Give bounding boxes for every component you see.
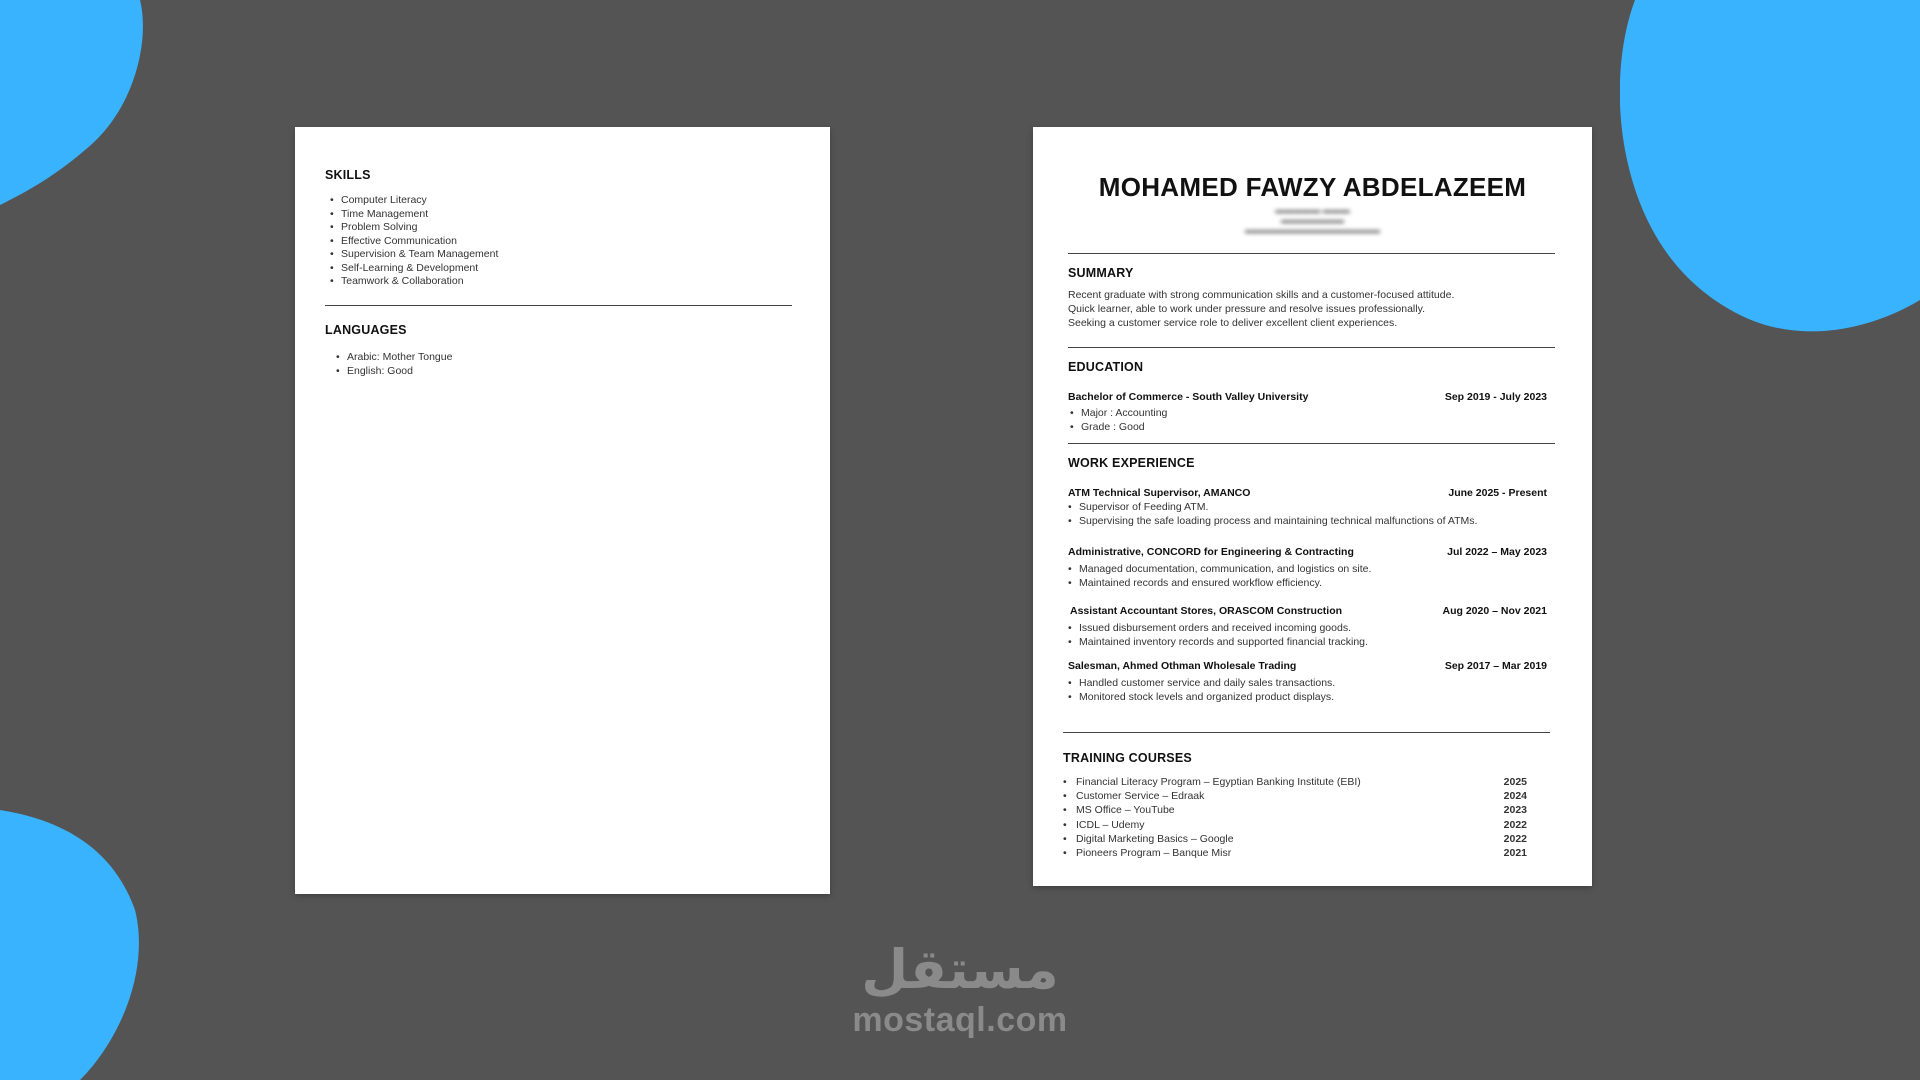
course-name: Digital Marketing Basics – Google <box>1076 832 1234 845</box>
list-item: • Time Management <box>330 208 498 222</box>
job-title: Administrative, CONCORD for Engineering & Contracting <box>1068 546 1354 558</box>
resume-page-2 <box>295 127 830 894</box>
skills-list <box>330 194 498 289</box>
summary-line: Recent graduate with strong communication skills and a customer-focused attitude. <box>1068 289 1455 301</box>
list-item: • Monitored stock levels and organized product displays. <box>1068 691 1335 705</box>
job-dates: Jul 2022 – May 2023 <box>1447 546 1547 558</box>
job-title: ATM Technical Supervisor, AMANCO <box>1068 487 1251 499</box>
work-heading: WORK EXPERIENCE <box>1068 456 1195 470</box>
education-heading: EDUCATION <box>1068 360 1144 374</box>
list-item: • English: Good <box>336 365 452 379</box>
course-name: ICDL – Udemy <box>1076 818 1145 831</box>
divider <box>1063 732 1550 733</box>
bullet: • <box>1063 790 1067 803</box>
training-heading: TRAINING COURSES <box>1063 751 1192 765</box>
course-row <box>1063 833 1527 847</box>
list-item: • Maintained records and ensured workflow efficiency. <box>1068 577 1371 591</box>
job-duties <box>1068 622 1368 649</box>
course-row <box>1063 790 1527 804</box>
resume-page-1 <box>1033 127 1592 886</box>
course-row <box>1063 776 1527 790</box>
logo-arabic-text: مستقل <box>861 938 1059 1001</box>
languages-heading: LANGUAGES <box>325 323 407 337</box>
course-year: 2021 <box>1503 846 1527 859</box>
blob-top-left <box>0 0 150 215</box>
list-item: • Supervising the safe loading process and maintaining technical malfunctions of ATMs. <box>1068 515 1477 529</box>
summary-line: Quick learner, able to work under pressure and resolve issues professionally. <box>1068 303 1425 315</box>
list-item: • Arabic: Mother Tongue <box>336 351 452 365</box>
bullet: • <box>1063 846 1067 859</box>
degree-title: Bachelor of Commerce - South Valley University <box>1068 391 1309 403</box>
course-name: Customer Service – Edraak <box>1076 790 1205 803</box>
list-item: • Grade : Good <box>1070 421 1167 435</box>
course-row <box>1063 847 1527 861</box>
job-title: Salesman, Ahmed Othman Wholesale Trading <box>1068 660 1297 672</box>
blob-top-right <box>1620 0 1920 340</box>
course-year: 2022 <box>1503 818 1527 831</box>
bullet: • <box>1063 776 1067 788</box>
job-dates: Aug 2020 – Nov 2021 <box>1442 605 1547 617</box>
divider <box>1068 347 1555 348</box>
course-row <box>1063 804 1527 818</box>
job-dates: June 2025 - Present <box>1448 487 1547 499</box>
course-row <box>1063 819 1527 833</box>
redacted-contact-info: ▬▬▬▬▬ ▬▬▬ ▬▬▬▬▬▬▬ ▬▬▬▬▬▬▬▬▬▬▬▬▬▬▬ <box>1245 205 1380 235</box>
job-duties <box>1068 501 1477 528</box>
list-item: • Handled customer service and daily sales transactions. <box>1068 677 1335 691</box>
summary-line: Seeking a customer service role to deliver excellent client experiences. <box>1068 317 1398 329</box>
job-dates: Sep 2017 – Mar 2019 <box>1444 660 1547 672</box>
languages-list <box>336 351 452 378</box>
list-item: • Computer Literacy <box>330 194 498 208</box>
list-item: • Issued disbursement orders and received incoming goods. <box>1068 622 1368 636</box>
mostaql-logo <box>800 940 1120 1040</box>
list-item: • Major : Accounting <box>1070 407 1167 421</box>
divider <box>1068 443 1555 444</box>
course-name: Pioneers Program – Banque Misr <box>1076 846 1232 859</box>
bullet: • <box>1063 818 1067 831</box>
candidate-name: MOHAMED FAWZY ABDELAZEEM <box>1098 172 1527 202</box>
list-item: • Supervision & Team Management <box>330 248 498 262</box>
course-year: 2023 <box>1503 804 1527 817</box>
summary-heading: SUMMARY <box>1068 266 1134 280</box>
divider <box>1068 253 1555 254</box>
list-item: • Managed documentation, communication, and logistics on site. <box>1068 563 1371 577</box>
course-name: MS Office – YouTube <box>1076 804 1175 817</box>
course-year: 2025 <box>1503 776 1527 788</box>
list-item: • Self-Learning & Development <box>330 262 498 276</box>
job-title: Assistant Accountant Stores, ORASCOM Construction <box>1070 605 1343 617</box>
bullet: • <box>1063 832 1067 845</box>
divider <box>325 305 792 306</box>
skills-heading: SKILLS <box>325 168 371 182</box>
bullet: • <box>1063 804 1067 817</box>
education-dates: Sep 2019 - July 2023 <box>1444 391 1547 403</box>
list-item: • Supervisor of Feeding ATM. <box>1068 501 1477 515</box>
course-name: Financial Literacy Program – Egyptian Banking Institute (EBI) <box>1076 776 1361 788</box>
list-item: • Problem Solving <box>330 221 498 235</box>
training-courses-list <box>1063 776 1527 861</box>
job-duties <box>1068 563 1371 590</box>
list-item: • Maintained inventory records and supported financial tracking. <box>1068 636 1368 650</box>
list-item: • Teamwork & Collaboration <box>330 275 498 289</box>
course-year: 2022 <box>1503 832 1527 845</box>
course-year: 2024 <box>1503 790 1527 803</box>
blob-bottom-left <box>0 810 150 1080</box>
job-duties <box>1068 677 1335 704</box>
list-item: • Effective Communication <box>330 235 498 249</box>
education-details <box>1070 407 1167 434</box>
logo-latin-text: mostaql.com <box>852 1001 1068 1039</box>
